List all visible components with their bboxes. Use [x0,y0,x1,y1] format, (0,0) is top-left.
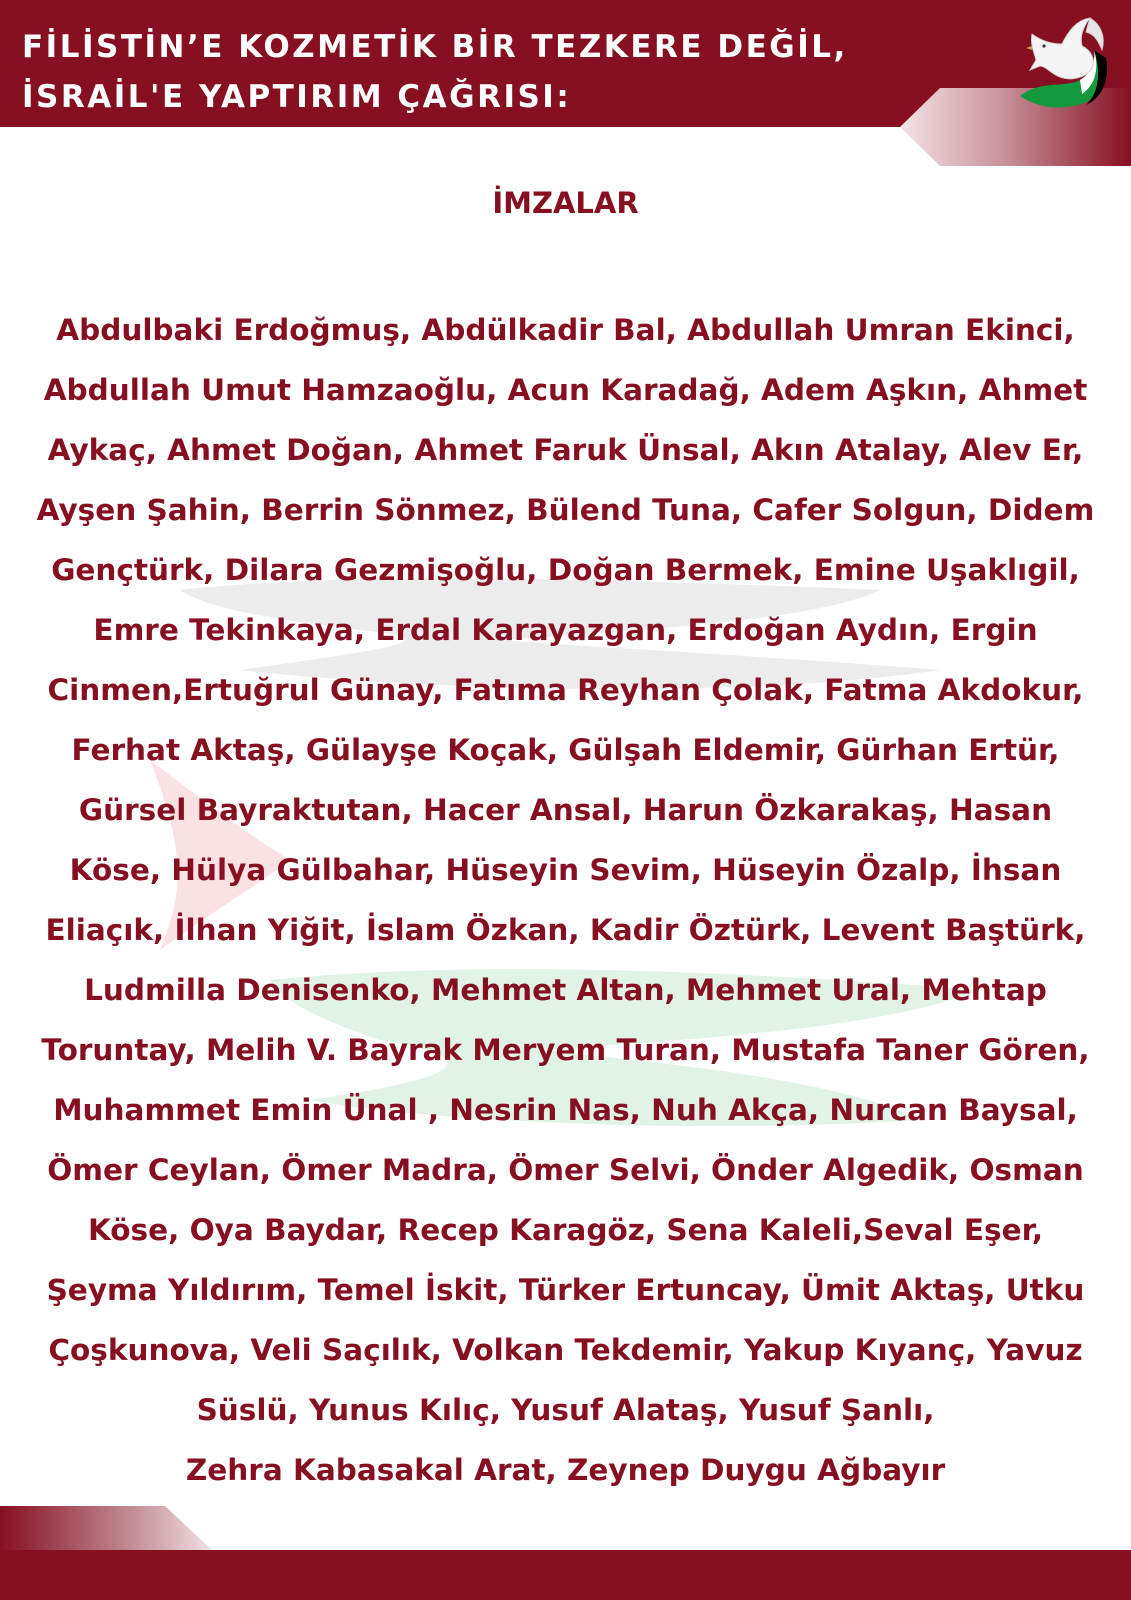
signatories-last-line: Zehra Kabasakal Arat, Zeynep Duygu Ağbayır [185,1453,946,1487]
page-title-line-2: İSRAİL'E YAPTIRIM ÇAĞRISI: [22,79,572,115]
page-title [22,22,862,122]
dove-with-palestine-flag-icon [1010,10,1125,125]
section-heading: İMZALAR [492,186,639,220]
footer-band [0,1550,1131,1600]
page-title-line-1: FİLİSTİN’E KOZMETİK BİR TEZKERE DEĞİL, [22,29,848,65]
signatories-list [35,300,1096,1500]
signatories-names: Abdulbaki Erdoğmuş, Abdülkadir Bal, Abdullah Umran Ekinci, Abdullah Umut Hamzaoğlu, Acun Karadağ, Adem Aşkın, Ahmet Aykaç, Ahmet Doğan, Ahmet Faruk Ünsal, Akın Atalay, Alev Er, Ayşen Şahin, Berrin Sönmez, Bülend Tuna, Cafer Solgun, Didem Gençtürk, Dilara Gezmişoğlu, Doğan Bermek, Emine Uşaklıgil, Emre Tekinkaya, Erdal Karayazgan, Erdoğan Aydın, Ergin Cinmen,Ertuğrul Günay, Fatıma Reyhan Çolak, Fatma Akdokur, Ferhat Aktaş, Gülayşe Koçak, Gülşah Eldemir, Gürhan Ertür, Gürsel Bayraktutan, Hacer Ansal, Harun Özkarakaş, Hasan Köse, Hülya Gülbahar, Hüseyin Sevim, Hüseyin Özalp, İhsan Eliaçık, İlhan Yiğit, İslam Özkan, Kadir Öztürk, Levent Baştürk, Ludmilla Denisenko, Mehmet Altan, Mehmet Ural, Mehtap Toruntay, Melih V. Bayrak Meryem Turan, Mustafa Taner Gören, Muhammet Emin Ünal , Nesrin Nas, Nuh Akça, Nurcan Baysal, Ömer Ceylan, Ömer Madra, Ömer Selvi, Önder Algedik, Osman Köse, Oya Baydar, Recep Karagöz, Sena Kaleli,Seval Eşer, Şeyma Yıldırım, Temel İskit, Türker Ertuncay, Ümit Aktaş, Utku Çoşkunova, Veli Saçılık, Volkan Tekdemir, Yakup Kıyanç, Yavuz Süslü, Yunus Kılıç, Yusuf Alataş, Yusuf Şanlı, [36,313,1095,1427]
